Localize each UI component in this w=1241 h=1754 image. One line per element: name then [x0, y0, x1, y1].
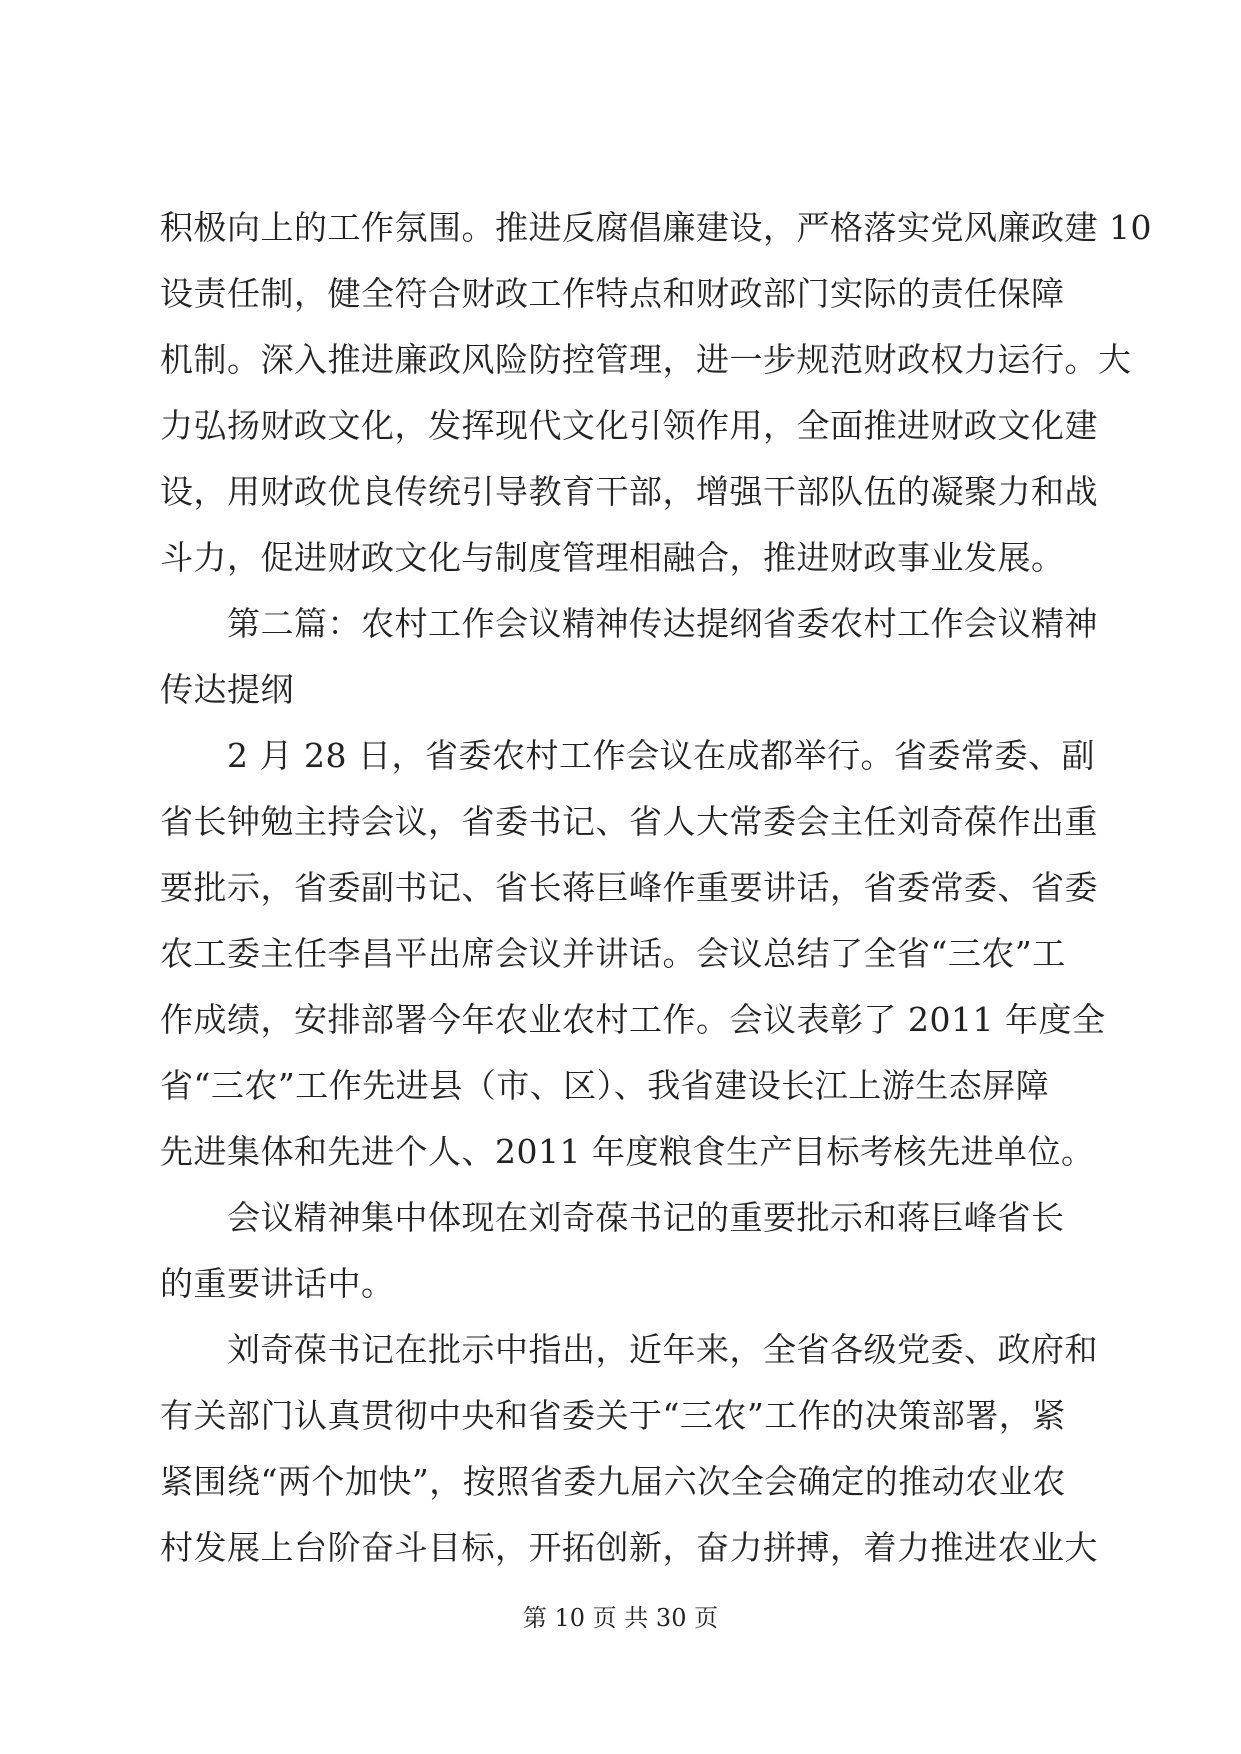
page-footer	[0, 1603, 1241, 1633]
text-line: 力弘扬财政文化，发挥现代文化引领作用，全面推进财政文化建	[160, 406, 1098, 445]
text-line: 农工委主任李昌平出席会议并讲话。会议总结了全省“三农”工	[160, 934, 1066, 973]
text-line: 紧围绕“两个加快”，按照省委九届六次全会确定的推动农业农	[160, 1462, 1066, 1501]
text-line: 会议精神集中体现在刘奇葆书记的重要批示和蒋巨峰省长	[160, 1198, 1065, 1237]
text-line: 有关部门认真贯彻中央和省委关于“三农”工作的决策部署，紧	[160, 1396, 1066, 1435]
section-heading-line: 第二篇：农村工作会议精神传达提纲省委农村工作会议精神	[160, 604, 1098, 643]
page-number-label: 第 10 页 共 30 页	[522, 1604, 719, 1632]
text-line: 斗力，促进财政文化与制度管理相融合，推进财政事业发展。	[160, 538, 1065, 577]
text-line: 先进集体和先进个人、2011 年度粮食生产目标考核先进单位。	[160, 1132, 1095, 1171]
text-line: 刘奇葆书记在批示中指出，近年来，全省各级党委、政府和	[160, 1330, 1098, 1369]
text-line: 要批示，省委副书记、省长蒋巨峰作重要讲话，省委常委、省委	[160, 868, 1098, 907]
text-line: 省长钟勉主持会议，省委书记、省人大常委会主任刘奇葆作出重	[160, 802, 1098, 841]
text-line: 设责任制，健全符合财政工作特点和财政部门实际的责任保障	[160, 274, 1065, 313]
text-line: 的重要讲话中。	[160, 1264, 395, 1303]
text-line: 设，用财政优良传统引导教育干部，增强干部队伍的凝聚力和战	[160, 472, 1098, 511]
text-line: 机制。深入推进廉政风险防控管理，进一步规范财政权力运行。大	[160, 340, 1132, 379]
text-line: 2 月 28 日，省委农村工作会议在成都举行。省委常委、副	[160, 736, 1095, 775]
text-line: 村发展上台阶奋斗目标，开拓创新，奋力拼搏，着力推进农业大	[160, 1528, 1098, 1567]
text-line: 省“三农”工作先进县（市、区）、我省建设长江上游生态屏障	[160, 1066, 1050, 1105]
text-line: 积极向上的工作氛围。推进反腐倡廉建设，严格落实党风廉政建 10	[160, 208, 1152, 247]
section-heading-line: 传达提纲	[160, 670, 294, 709]
text-line: 作成绩，安排部署今年农业农村工作。会议表彰了 2011 年度全	[160, 1000, 1106, 1039]
